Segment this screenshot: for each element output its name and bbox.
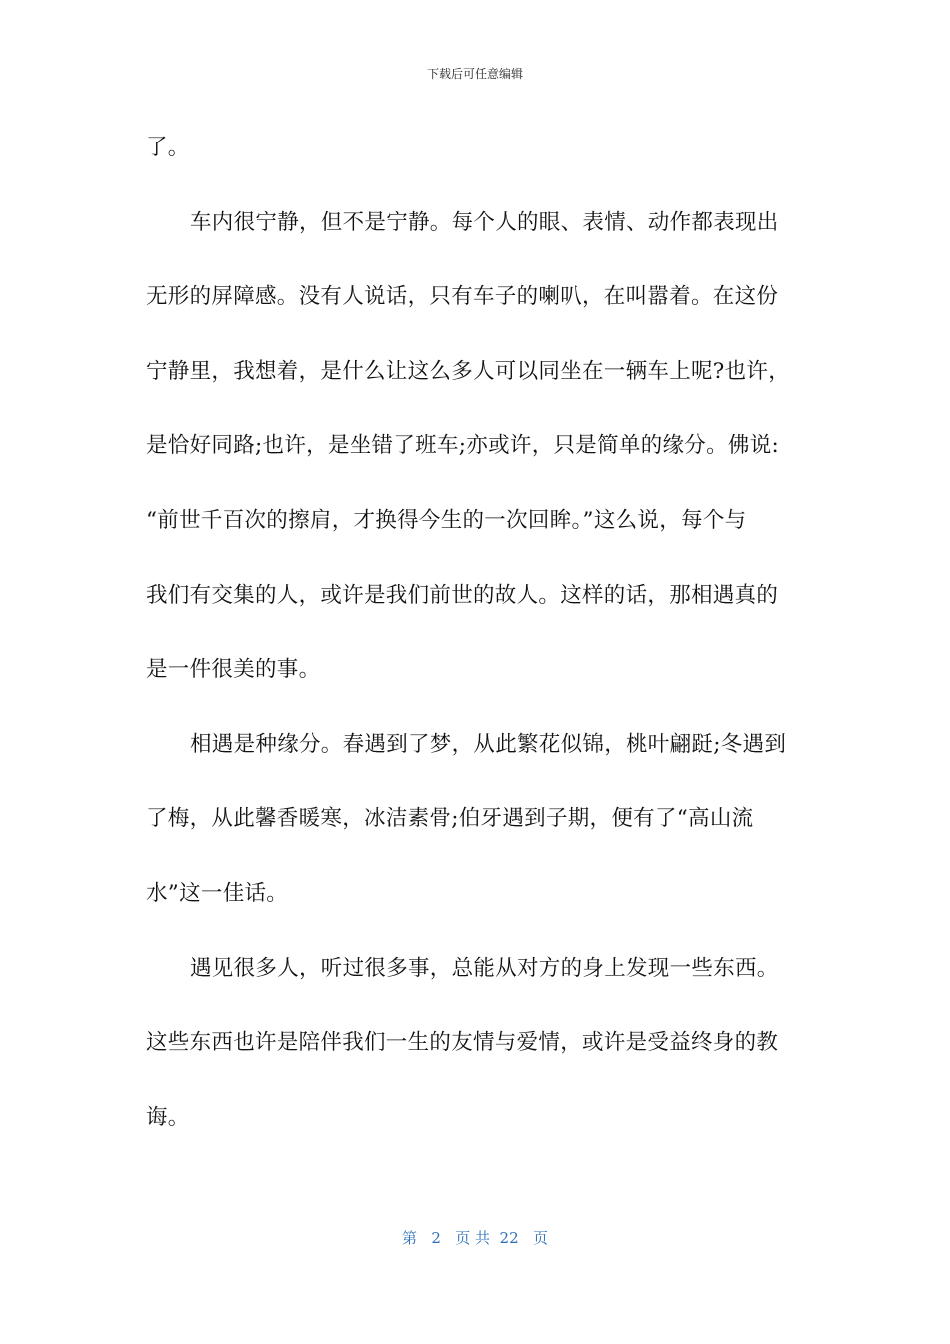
text-line: 这些东西也许是陪伴我们一生的友情与爱情，或许是受益终身的教 bbox=[146, 1030, 779, 1056]
current-page-number: 2 bbox=[431, 1229, 441, 1247]
text-line: 是一件很美的事。 bbox=[146, 657, 321, 683]
paragraph-start-line: 相遇是种缘分。春遇到了梦，从此繁花似锦，桃叶翩跹;冬遇到 bbox=[190, 731, 787, 757]
text-line: 了。 bbox=[146, 135, 190, 160]
paragraph-start-line: 遇见很多人，听过很多事，总能从对方的身上发现一些东西。 bbox=[190, 955, 779, 981]
text-line: 了梅，从此馨香暖寒，冰洁素骨;伯牙遇到子期，便有了“高山流 bbox=[146, 806, 754, 832]
page-header bbox=[0, 66, 950, 82]
text-line: “前世千百次的擦肩，才换得今生的一次回眸。”这么说，每个与 bbox=[146, 507, 747, 533]
text-line: 无形的屏障感。没有人说话，只有车子的喇叭，在叫嚣着。在这份 bbox=[146, 284, 779, 310]
text-line: 宁静里，我想着，是什么让这么多人可以同坐在一辆车上呢?也许， bbox=[146, 358, 791, 384]
footer-middle: 页 共 bbox=[455, 1229, 490, 1247]
header-text: 下载后可任意编辑 bbox=[426, 67, 523, 81]
text-line: 是恰好同路;也许，是坐错了班车;亦或许，只是简单的缘分。佛说: bbox=[146, 433, 780, 459]
paragraph-start-line: 车内很宁静，但不是宁静。每个人的眼、表情、动作都表现出 bbox=[190, 209, 779, 235]
total-page-count: 22 bbox=[499, 1229, 519, 1247]
document-body bbox=[146, 130, 806, 1174]
text-line: 我们有交集的人，或许是我们前世的故人。这样的话，那相遇真的 bbox=[146, 582, 779, 608]
page-footer bbox=[0, 1228, 950, 1248]
text-line: 水”这一佳话。 bbox=[146, 880, 289, 906]
footer-suffix: 页 bbox=[532, 1229, 548, 1247]
footer-prefix: 第 bbox=[402, 1229, 418, 1247]
text-line: 诲。 bbox=[146, 1104, 190, 1130]
